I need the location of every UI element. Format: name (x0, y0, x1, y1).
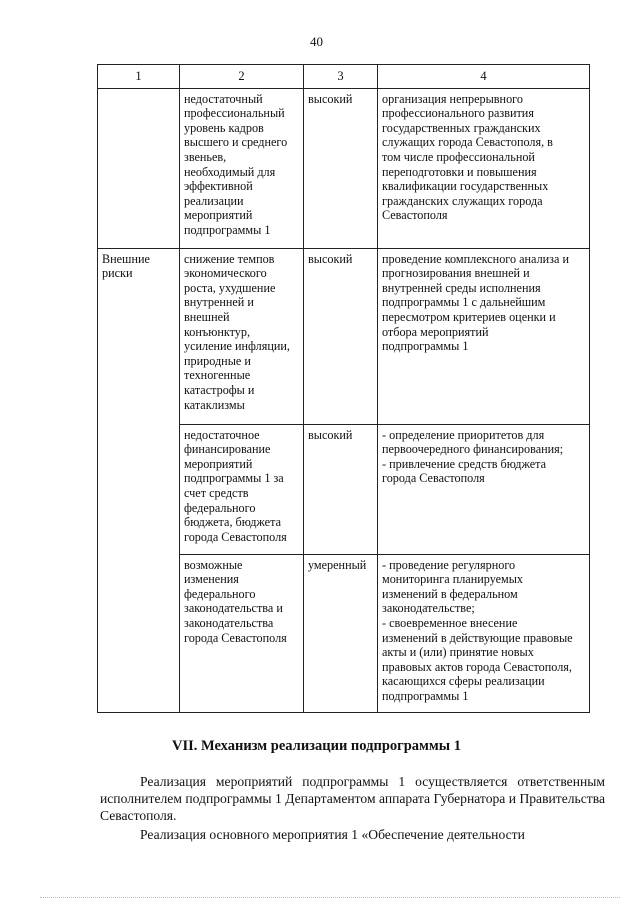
table-row (98, 88, 590, 248)
measures-cell (378, 424, 590, 554)
level-cell (304, 554, 378, 712)
measures-text: - проведение регулярного мониторинга планируемых изменений в федеральном законодательстве; - своевременное внесение изменений в действующие правовые акты и (или) принятие новых правовых актов города Севастополя, касающихся сферы реализации подпрограммы 1 (382, 557, 573, 703)
measures-cell (378, 554, 590, 712)
measures-cell (378, 88, 590, 248)
table-row (98, 248, 590, 424)
level-cell (304, 248, 378, 424)
body-paragraph: Реализация мероприятий подпрограммы 1 осуществляется ответственным исполнителем подпрограммы 1 Департаментом аппарата Губернатора и Правительства Севастополя. (100, 774, 605, 823)
column-header: 2 (180, 65, 304, 89)
column-header: 1 (98, 65, 180, 89)
measures-text: проведение комплексного анализа и прогнозирования внешней и внутренней среды исполнения подпрограммы 1 с дальнейшим пересмотром критериев оценки и отбора мероприятий подпрограммы 1 (382, 251, 569, 354)
level-cell (304, 424, 378, 554)
risk-cell (180, 248, 304, 424)
level-text: умеренный (308, 557, 367, 572)
level-text: высокий (308, 427, 353, 442)
section-heading: VII. Механизм реализации подпрограммы 1 (172, 738, 461, 754)
risk-text: возможные изменения федерального законодательства и законодательства города Севастополя (184, 557, 287, 645)
measures-text: - определение приоритетов для первоочередного финансирования; - привлечение средств бюджета города Севастополя (382, 427, 564, 486)
risk-text: снижение темпов экономического роста, ухудшение внутренней и внешней конъюнктур, усиление инфляции, природные и техногенные катастрофы и катаклизмы (184, 251, 290, 412)
risk-cell (180, 88, 304, 248)
level-text: высокий (308, 91, 353, 106)
risk-text: недостаточное финансирование мероприятий подпрограммы 1 за счет средств федерального бюджета, бюджета города Севастополя (184, 427, 287, 544)
risk-text: недостаточный профессиональный уровень кадров высшего и среднего звеньев, необходимый для эффективной реализации мероприятий подпрограммы 1 (184, 91, 288, 237)
measures-text: организация непрерывного профессионального развития государственных гражданских служащих города Севастополя, в том числе профессиональной переподготовки и повышения квалификации государственных гражданских служащих города Севастополя (382, 91, 553, 223)
risk-cell (180, 554, 304, 712)
risk-group-text: Внешние риски (102, 251, 150, 281)
measures-cell (378, 248, 590, 424)
column-header: 3 (304, 65, 378, 89)
level-text: высокий (308, 251, 353, 266)
level-cell (304, 88, 378, 248)
table-header-row (98, 65, 590, 89)
column-header: 4 (378, 65, 590, 89)
risk-group-cell (98, 88, 180, 248)
risk-group-cell (98, 248, 180, 712)
page-number: 40 (310, 34, 323, 49)
body-paragraph: Реализация основного мероприятия 1 «Обеспечение деятельности (140, 827, 525, 842)
scan-edge-divider (40, 897, 620, 899)
risk-table (97, 64, 590, 713)
risk-cell (180, 424, 304, 554)
